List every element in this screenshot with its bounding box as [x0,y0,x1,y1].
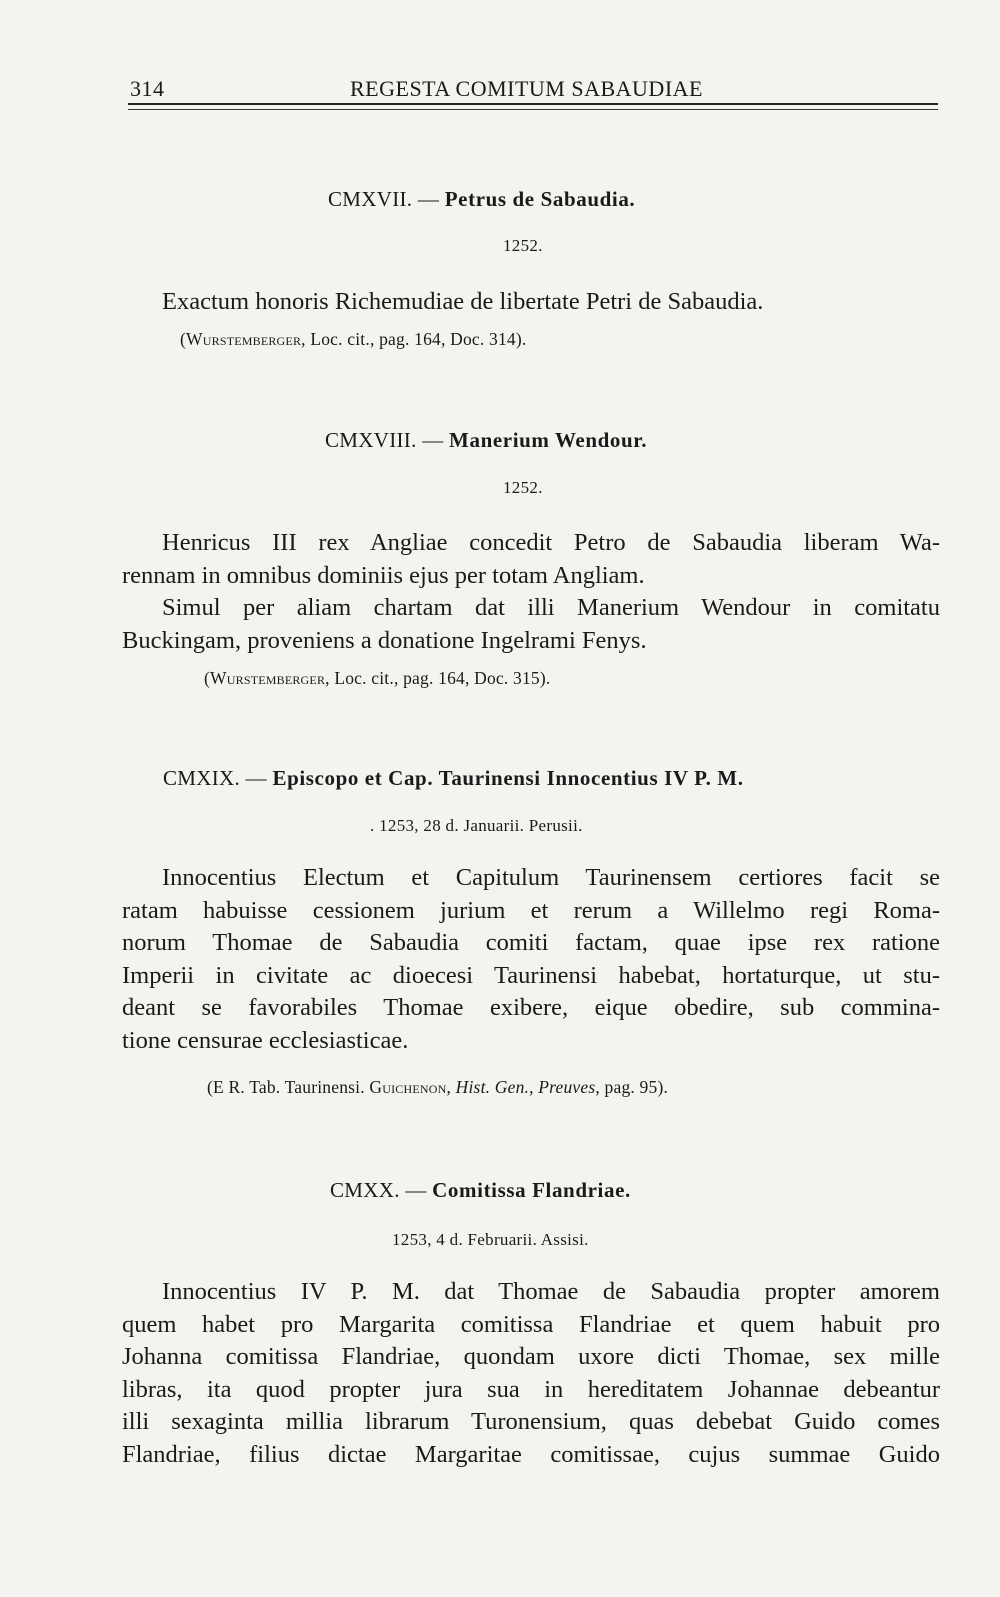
text-line: rennam in omnibus dominiis ejus per totam Angliam. [122,561,645,589]
source-ref: , pag. 95). [595,1077,669,1097]
entry-date: 1252. [503,478,543,497]
text-line: Exactum honoris Richemudiae de libertate Petri de Sabaudia. [162,288,764,315]
header-rule-thick [128,103,938,105]
entry-title: Comitissa Flandriae. [432,1178,631,1202]
text-line: Innocentius Electum et Capitulum Taurinensem certiores facit se [162,864,940,891]
source-ref: , Loc. cit., pag. 164, Doc. 315). [325,668,551,688]
entry-heading [325,428,647,453]
source-prefix: (E R. Tab. Taurinensi. [207,1077,370,1097]
text-line: Simul per aliam chartam dat illi Manerium Wendour in comitatu [162,594,940,621]
entry-title: Petrus de Sabaudia. [444,187,636,211]
text-line: Buckingam, proveniens a donatione Ingelrami Fenys. [122,626,647,654]
source-work: Hist. Gen. [455,1077,530,1097]
entry-source [207,1077,668,1098]
entry-number: CMXVII. — [328,187,445,211]
entry-number: CMXVIII. — [325,428,450,452]
source-open: ( [204,668,211,688]
source-author: Wurstemberger [186,329,302,349]
text-line: Flandriae, filius dictae Margaritae comitissae, cujus summae Guido [122,1440,940,1468]
header-rule-thin [128,109,938,110]
text-line: tione censurae ecclesiasticae. [122,1026,409,1054]
text-line: ratam habuisse cessionem jurium et rerum a Willelmo regi Roma- [122,896,940,924]
entry-text [122,286,940,319]
entry-date: 1253, 4 d. Februarii. Assisi. [392,1230,589,1249]
text-line: Innocentius IV P. M. dat Thomae de Sabaudia propter amorem [162,1278,940,1305]
page-number: 314 [130,76,165,101]
entry-text [122,862,940,1057]
entry-heading [163,766,744,791]
text-line: libras, ita quod propter jura sua in hereditatem Johannae debeantur [122,1375,940,1403]
entry-heading [328,187,635,212]
entry-source [204,668,550,689]
entry-text [122,527,940,657]
entry-title: Manerium Wendour. [449,428,648,452]
entry-heading [330,1178,631,1203]
source-work: Preuves [538,1077,596,1097]
entry-number: CMXIX. — [163,766,273,790]
running-title: REGESTA COMITUM SABAUDIAE [350,76,703,101]
text-line: Johanna comitissa Flandriae, quondam uxore dicti Thomae, sex mille [122,1343,940,1370]
source-open: ( [180,329,187,349]
entry-number: CMXX. — [330,1178,433,1202]
text-line: quem habet pro Margarita comitissa Flandriae et quem habuit pro [122,1310,940,1338]
text-line: illi sexaginta millia librarum Turonensium, quas debebat Guido comes [122,1408,940,1435]
source-author: Wurstemberger [210,668,326,688]
text-line: deant se favorabiles Thomae exibere, eique obedire, sub commina- [122,994,940,1021]
text-line: Henricus III rex Angliae concedit Petro de Sabaudia liberam Wa- [162,529,940,556]
entry-date: . 1253, 28 d. Januarii. Perusii. [370,816,583,835]
source-author: Guichenon [369,1077,447,1097]
entry-title: Episcopo et Cap. Taurinensi Innocentius IV P. M. [272,766,744,790]
source-sep: , [529,1077,539,1097]
entry-date: 1252. [503,236,543,255]
page-header [130,76,938,104]
source-sep: , [446,1077,456,1097]
entry-text [122,1276,940,1471]
source-ref: , Loc. cit., pag. 164, Doc. 314). [301,329,527,349]
entry-source [180,329,526,350]
text-line: norum Thomae de Sabaudia comiti factam, quae ipse rex ratione [122,929,940,956]
text-line: Imperii in civitate ac dioecesi Taurinensi habebat, hortaturque, ut stu- [122,961,940,989]
